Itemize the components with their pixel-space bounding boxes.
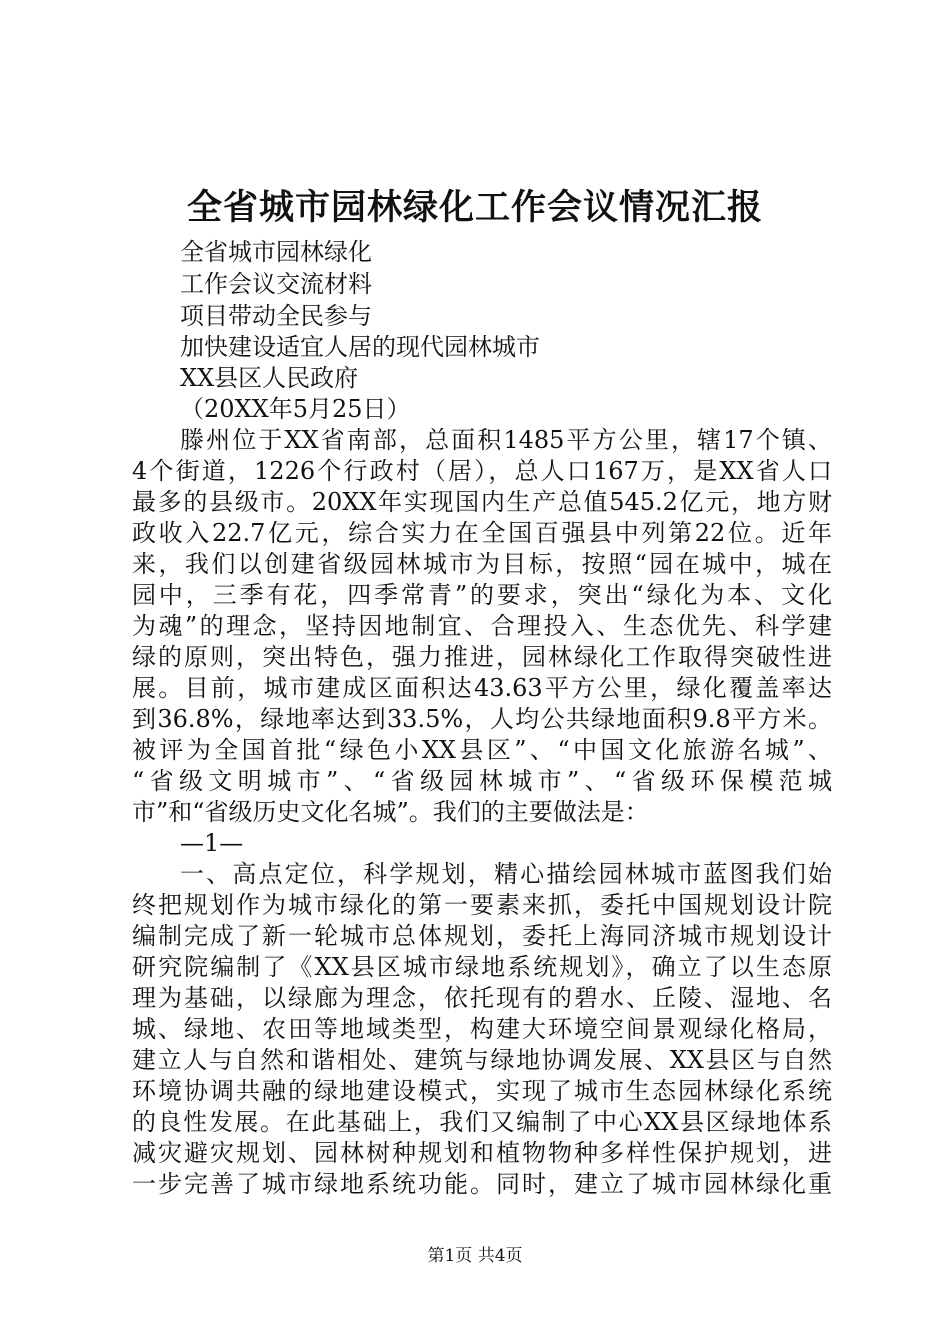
paragraph-line: 建立人与自然和谐相处、建筑与绿地协调发展、XX县区与自然 — [132, 1046, 832, 1074]
paragraph-line: 绿的原则，突出特色，强力推进，园林绿化工作取得突破性进 — [132, 643, 832, 671]
paragraph-line: 环境协调共融的绿地建设模式，实现了城市生态园林绿化系统 — [132, 1077, 832, 1105]
paragraph-line: 来，我们以创建省级园林城市为目标，按照“园在城中，城在 — [132, 550, 832, 578]
paragraph-line: 城、绿地、农田等地域类型，构建大环境空间景观绿化格局， — [132, 1015, 832, 1043]
paragraph-line: 市”和“省级历史文化名城”。我们的主要做法是： — [132, 798, 649, 826]
paragraph-line: 理为基础，以绿廊为理念，依托现有的碧水、丘陵、湿地、名 — [132, 984, 832, 1012]
page-number-mark: —1— — [180, 829, 244, 857]
header-line: 全省城市园林绿化 — [180, 238, 372, 266]
paragraph-line: 一、高点定位，科学规划，精心描绘园林城市蓝图我们始 — [180, 860, 832, 888]
paragraph-line: 终把规划作为城市绿化的第一要素来抓，委托中国规划设计院 — [132, 891, 832, 919]
paragraph-line: 一步完善了城市绿地系统功能。同时，建立了城市园林绿化重 — [132, 1170, 832, 1198]
paragraph-line: 政收入22.7亿元，综合实力在全国百强县中列第22位。近年 — [132, 519, 832, 547]
paragraph-line: 最多的县级市。20XX年实现国内生产总值545.2亿元，地方财 — [132, 488, 832, 516]
paragraph-line: 的良性发展。在此基础上，我们又编制了中心XX县区绿地体系 — [132, 1108, 832, 1136]
page-footer: 第1页 共4页 — [427, 1246, 523, 1266]
header-line: 工作会议交流材料 — [180, 270, 372, 298]
paragraph-line: 到36.8%，绿地率达到33.5%，人均公共绿地面积9.8平方米。 — [132, 705, 832, 733]
paragraph-line: 展。目前，城市建成区面积达43.63平方公里，绿化覆盖率达 — [132, 674, 832, 702]
paragraph-line: 编制完成了新一轮城市总体规划，委托上海同济城市规划设计 — [132, 922, 832, 950]
paragraph-line: 减灾避灾规划、园林树种规划和植物物种多样性保护规划，进 — [132, 1139, 832, 1167]
paragraph-line: 滕州位于XX省南部，总面积1485平方公里，辖17个镇、 — [180, 426, 832, 454]
header-line: XX县区人民政府 — [180, 364, 359, 392]
paragraph-line: 4个街道，1226个行政村（居），总人口167万，是XX省人口 — [132, 457, 832, 485]
header-line: 项目带动全民参与 — [180, 302, 372, 330]
header-line: 加快建设适宜人居的现代园林城市 — [180, 333, 540, 361]
paragraph-line: 为魂”的理念，坚持因地制宜、合理投入、生态优先、科学建 — [132, 612, 832, 640]
document-title: 全省城市园林绿化工作会议情况汇报 — [186, 187, 763, 228]
paragraph-line: 被评为全国首批“绿色小XX县区”、“中国文化旅游名城”、 — [132, 736, 832, 764]
paragraph-line: “省级文明城市”、“省级园林城市”、“省级环保模范城 — [132, 767, 832, 795]
header-line: （20XX年5月25日） — [180, 395, 411, 423]
paragraph-line: 园中，三季有花，四季常青”的要求，突出“绿化为本、文化 — [132, 581, 832, 609]
paragraph-line: 研究院编制了《XX县区城市绿地系统规划》，确立了以生态原 — [132, 953, 832, 981]
